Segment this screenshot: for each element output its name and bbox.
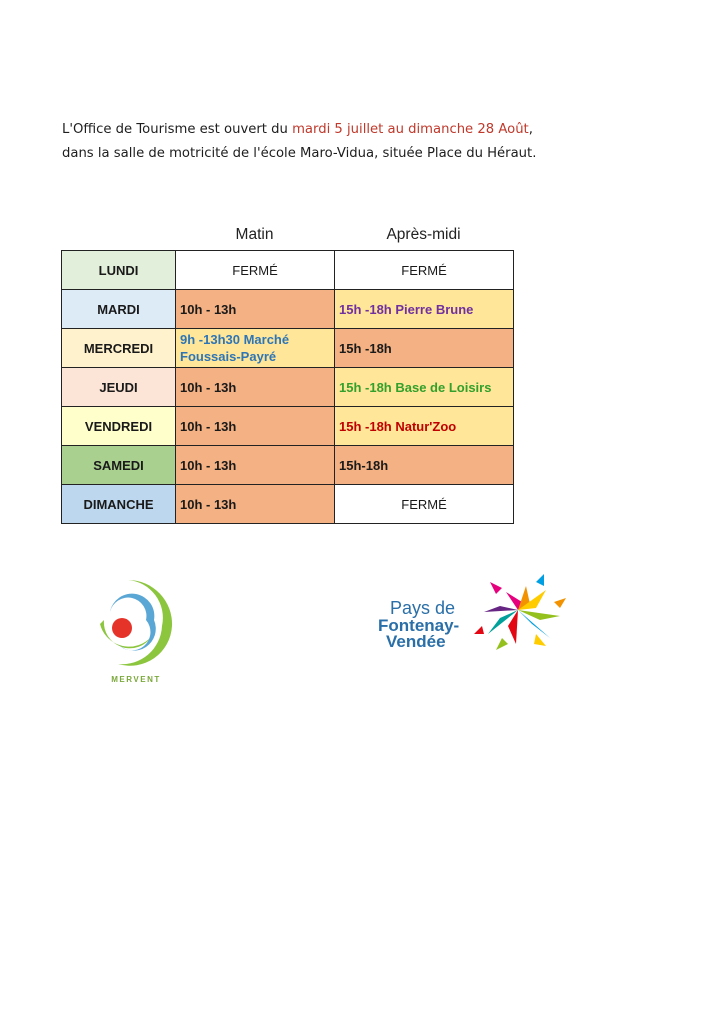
intro-line-1 xyxy=(62,118,662,142)
column-header-morning: Matin xyxy=(235,226,274,243)
table-row xyxy=(62,407,514,446)
pays-line-2: Fontenay- xyxy=(378,616,460,635)
afternoon-cell: 15h -18h Pierre Brune xyxy=(335,290,514,329)
table-row xyxy=(62,251,514,290)
table-row xyxy=(62,485,514,524)
day-cell: MARDI xyxy=(62,290,176,329)
table-row xyxy=(62,368,514,407)
mervent-label: MERVENT xyxy=(111,675,161,684)
pays-line-3: Vendée xyxy=(386,632,446,651)
mervent-emblem-icon xyxy=(88,574,184,686)
starburst-icon xyxy=(474,574,566,650)
morning-cell: 10h - 13h xyxy=(176,485,335,524)
morning-cell: 10h - 13h xyxy=(176,446,335,485)
day-cell: LUNDI xyxy=(62,251,176,290)
day-cell: SAMEDI xyxy=(62,446,176,485)
schedule-table xyxy=(61,250,514,524)
table-row xyxy=(62,446,514,485)
morning-cell: 10h - 13h xyxy=(176,407,335,446)
mervent-logo xyxy=(88,574,184,686)
day-cell: MERCREDI xyxy=(62,329,176,368)
intro-text-comma: , xyxy=(528,122,533,137)
afternoon-cell: FERMÉ xyxy=(335,251,514,290)
table-row xyxy=(62,329,514,368)
day-cell: DIMANCHE xyxy=(62,485,176,524)
morning-cell: 10h - 13h xyxy=(176,290,335,329)
morning-cell: FERMÉ xyxy=(176,251,335,290)
afternoon-cell: 15h -18h xyxy=(335,329,514,368)
pays-fontenay-logo xyxy=(376,572,572,654)
column-header-afternoon: Après-midi xyxy=(386,226,461,243)
morning-cell: 10h - 13h xyxy=(176,368,335,407)
afternoon-cell: FERMÉ xyxy=(335,485,514,524)
afternoon-cell: 15h -18h Base de Loisirs xyxy=(335,368,514,407)
morning-cell: 9h -13h30 Marché Foussais-Payré xyxy=(176,329,335,368)
intro-line-2: dans la salle de motricité de l'école Maro-Vidua, située Place du Héraut. xyxy=(62,146,537,161)
day-cell: JEUDI xyxy=(62,368,176,407)
opening-dates: mardi 5 juillet au dimanche 28 Août xyxy=(292,122,529,137)
pays-line-1: Pays de xyxy=(390,598,456,618)
day-cell: VENDREDI xyxy=(62,407,176,446)
afternoon-cell: 15h-18h xyxy=(335,446,514,485)
intro-text xyxy=(62,118,662,166)
pays-fontenay-emblem-icon xyxy=(376,572,572,654)
table-row xyxy=(62,290,514,329)
afternoon-cell: 15h -18h Natur'Zoo xyxy=(335,407,514,446)
intro-text-start: L'Office de Tourisme est ouvert du xyxy=(62,122,293,137)
